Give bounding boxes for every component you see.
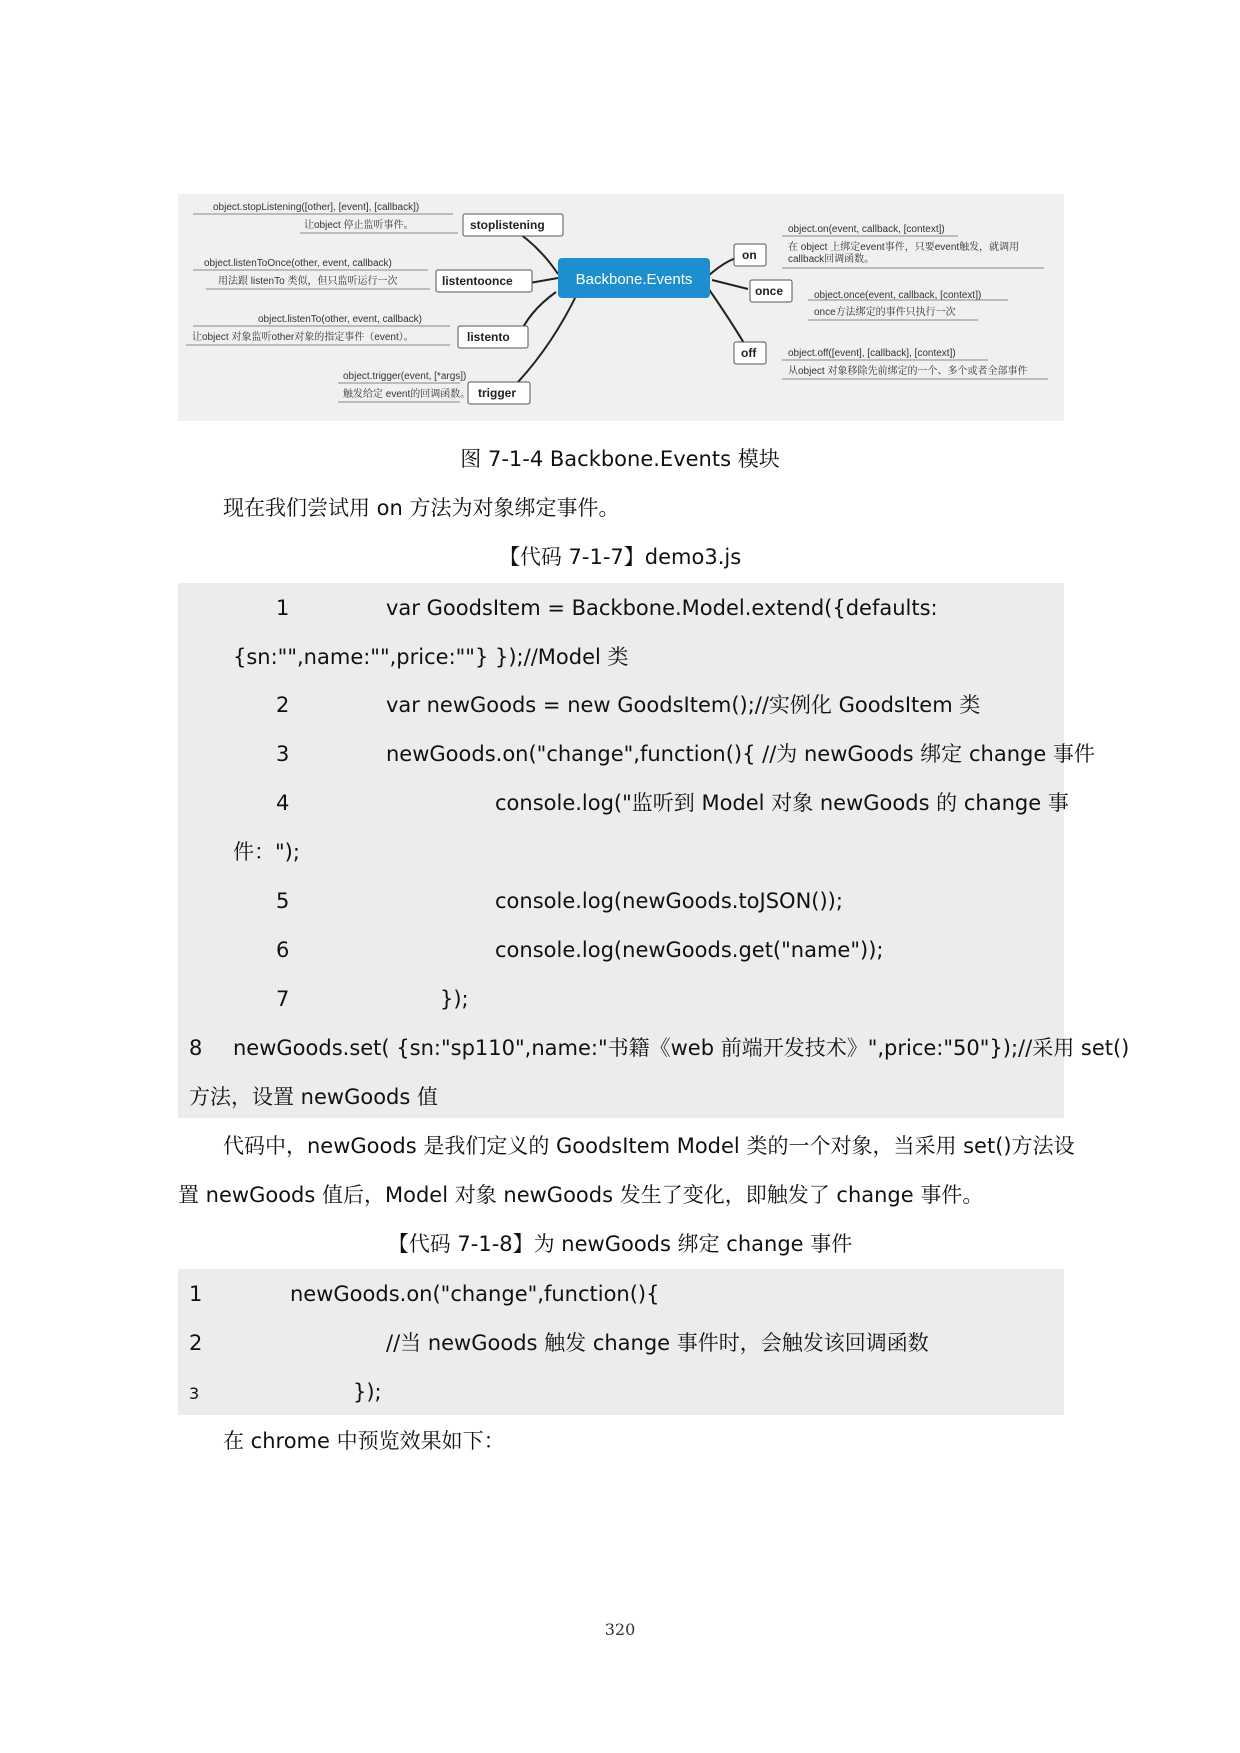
svg-text:在 object 上绑定event事件，只要event触发，: 在 object 上绑定event事件，只要event触发，就调用 bbox=[788, 242, 1020, 253]
code-block-1-title: 【代码 7-1-7】demo3.js bbox=[498, 545, 742, 569]
svg-text:on: on bbox=[742, 248, 757, 262]
mindmap-diagram bbox=[178, 194, 1064, 421]
svg-text:触发给定 event的回调函数。: 触发给定 event的回调函数。 bbox=[343, 389, 471, 400]
code1-line-num: 4 bbox=[276, 791, 290, 815]
code2-line-text: newGoods.on("change",function(){ bbox=[290, 1282, 660, 1306]
svg-text:从object 对象移除先前绑定的一个、多个或者全部事件: 从object 对象移除先前绑定的一个、多个或者全部事件 bbox=[788, 366, 1028, 377]
svg-text:callback回调函数。: callback回调函数。 bbox=[788, 254, 875, 265]
code1-line-text: console.log("监听到 Model 对象 newGoods 的 change 事 bbox=[495, 791, 1069, 815]
svg-text:让object 对象监听other对象的指定事件（event: 让object 对象监听other对象的指定事件（event）。 bbox=[192, 332, 414, 343]
code1-line-num: 8 bbox=[189, 1036, 203, 1060]
svg-text:once方法绑定的事件只执行一次: once方法绑定的事件只执行一次 bbox=[814, 307, 956, 318]
svg-text:stoplistening: stoplistening bbox=[470, 218, 545, 232]
code1-line-text: 件："); bbox=[233, 840, 300, 864]
svg-text:让object 停止监听事件。: 让object 停止监听事件。 bbox=[304, 220, 414, 231]
node-listentoonce bbox=[193, 258, 532, 292]
node-off bbox=[734, 342, 1048, 379]
svg-text:listentoonce: listentoonce bbox=[442, 274, 513, 288]
code1-line-num: 7 bbox=[276, 987, 290, 1011]
svg-text:listento: listento bbox=[467, 330, 510, 344]
code1-line-num: 1 bbox=[276, 596, 290, 620]
code1-line-text: newGoods.on("change",function(){ //为 newGoods 绑定 change 事件 bbox=[386, 742, 1095, 766]
code2-line-text: }); bbox=[353, 1380, 382, 1404]
svg-text:off: off bbox=[741, 346, 757, 360]
connector-once bbox=[712, 280, 748, 289]
code1-line-num: 3 bbox=[276, 742, 290, 766]
svg-text:用法跟 listenTo 类似，但只监听运行一次: 用法跟 listenTo 类似，但只监听运行一次 bbox=[218, 276, 398, 287]
code2-line-num: 2 bbox=[189, 1331, 203, 1355]
page-number: 320 bbox=[604, 1620, 636, 1639]
connector-off bbox=[708, 288, 748, 350]
svg-text:once: once bbox=[755, 284, 784, 298]
code2-line-num: 1 bbox=[189, 1282, 203, 1306]
figure-caption: 图 7-1-4 Backbone.Events 模块 bbox=[460, 447, 780, 471]
code1-line-text: 方法，设置 newGoods 值 bbox=[189, 1085, 438, 1109]
paragraph-preview: 在 chrome 中预览效果如下： bbox=[223, 1429, 505, 1453]
node-once bbox=[750, 280, 1008, 320]
svg-text:object.stopListening([other],: object.stopListening([other], [event], [callback]) bbox=[213, 202, 420, 213]
code1-line-text: console.log(newGoods.toJSON()); bbox=[495, 889, 843, 913]
center-node-label: Backbone.Events bbox=[575, 271, 693, 288]
code1-line-num: 6 bbox=[276, 938, 290, 962]
node-on bbox=[734, 224, 1044, 268]
mindmap-figure bbox=[178, 194, 1064, 421]
code1-line-text: }); bbox=[440, 987, 469, 1011]
code1-line-text: newGoods.set( {sn:"sp110",name:"书籍《web 前端开发技术》",price:"50"});//采用 set() bbox=[233, 1036, 1130, 1060]
svg-text:object.once(event, callback, [: object.once(event, callback, [context]) bbox=[814, 290, 982, 301]
code1-line-num: 5 bbox=[276, 889, 290, 913]
node-listento bbox=[186, 314, 528, 348]
node-stoplistening bbox=[193, 202, 563, 236]
paragraph-explain-line1: 代码中，newGoods 是我们定义的 GoodsItem Model 类的一个对象，当采用 set()方法设 bbox=[223, 1134, 1075, 1158]
svg-text:object.listenToOnce(other, eve: object.listenToOnce(other, event, callback) bbox=[204, 258, 392, 269]
svg-text:object.on(event, callback, [co: object.on(event, callback, [context]) bbox=[788, 224, 945, 235]
code1-line-text: console.log(newGoods.get("name")); bbox=[495, 938, 884, 962]
paragraph-intro: 现在我们尝试用 on 方法为对象绑定事件。 bbox=[223, 496, 620, 520]
code2-line-text: //当 newGoods 触发 change 事件时，会触发该回调函数 bbox=[386, 1331, 929, 1355]
code1-line-num: 2 bbox=[276, 693, 290, 717]
code1-line-text: var GoodsItem = Backbone.Model.extend({defaults: bbox=[386, 596, 938, 620]
code-block-2-title: 【代码 7-1-8】为 newGoods 绑定 change 事件 bbox=[387, 1232, 853, 1256]
svg-text:object.off([event], [callback]: object.off([event], [callback], [context]) bbox=[788, 348, 956, 359]
code1-line-text: {sn:"",name:"",price:""} });//Model 类 bbox=[233, 645, 629, 669]
paragraph-explain-line2: 置 newGoods 值后，Model 对象 newGoods 发生了变化，即触发了 change 事件。 bbox=[178, 1183, 984, 1207]
node-trigger bbox=[338, 371, 530, 404]
svg-text:object.listenTo(other, event,: object.listenTo(other, event, callback) bbox=[258, 314, 422, 325]
svg-text:object.trigger(event, [*args]): object.trigger(event, [*args]) bbox=[343, 371, 467, 382]
svg-text:trigger: trigger bbox=[478, 386, 517, 400]
code2-line-num: 3 bbox=[189, 1384, 200, 1403]
code1-line-text: var newGoods = new GoodsItem();//实例化 GoodsItem 类 bbox=[386, 693, 981, 717]
